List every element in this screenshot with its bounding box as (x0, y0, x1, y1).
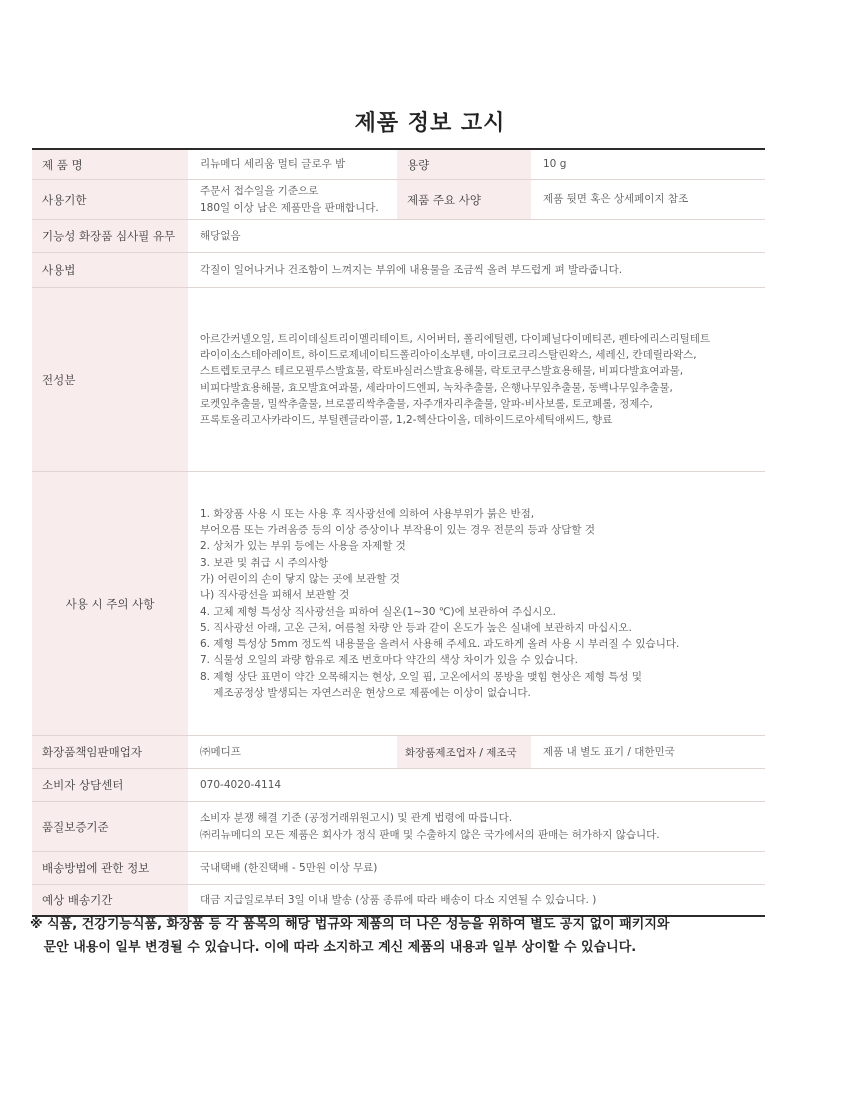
value-quality (188, 802, 765, 851)
value-volume: 10 g (543, 158, 567, 171)
caution-line: 4. 고체 제형 특성상 직사광선을 피하여 실온(1~30 ℃)에 보관하여 주십시오. (200, 605, 556, 618)
caution-line: 부어오름 또는 가려움증 등의 이상 증상이나 부작용이 있는 경우 전문의 등과 상담할 것 (200, 524, 596, 537)
package-change-notice (30, 914, 800, 960)
row-product-name (32, 150, 765, 180)
label-main-spec: 제품 주요 사양 (397, 180, 531, 219)
value-seller: ㈜메디프 (200, 745, 241, 758)
caution-line: 1. 화장품 사용 시 또는 사용 후 직사광선에 의하여 사용부위가 붉은 반점, (200, 507, 535, 520)
caution-line: 7. 식물성 오일의 과량 함유로 제조 번호마다 약간의 색상 차이가 있을 수 있습니다. (200, 654, 578, 667)
label-manufacturer: 화장품제조업자 / 제조국 (397, 736, 531, 768)
value-ingredients (188, 288, 765, 471)
caution-line: 제조공정상 발생되는 자연스러운 현상으로 제품에는 이상이 없습니다. (200, 686, 531, 699)
caution-line: 5. 직사광선 아래, 고온 근처, 여름철 차량 안 등과 같이 온도가 높은 실내에 보관하지 마십시오. (200, 621, 632, 634)
caution-line: 나) 직사광선을 피해서 보관할 것 (200, 589, 350, 602)
value-expiry (188, 180, 397, 219)
ingredients-line: 라이이소스테아레이트, 하이드로제네이티드폴리아이소부텐, 마이크로크리스탈린왁스, 세레신, 칸데릴라왁스, (200, 348, 697, 361)
value-functional: 해당없음 (200, 229, 241, 242)
value-quality-line-1: 소비자 분쟁 해결 기준 (공정거래위원고시) 및 관계 법령에 따릅니다. (200, 812, 513, 825)
notice-line: ※ 식품, 건강기능식품, 화장품 등 각 품목의 해당 법규와 제품의 더 나은 성능을 위하여 별도 공지 없이 패키지와 (30, 917, 670, 932)
label-usage: 사용법 (32, 253, 188, 287)
value-shipping-method: 국내택배 (한진택배 - 5만원 이상 무료) (200, 861, 378, 874)
row-shipping-method (32, 852, 765, 885)
value-quality-line-2: ㈜리뉴메디의 모든 제품은 회사가 정식 판매 및 수출하지 않은 국가에서의 판매는 허가하지 않습니다. (200, 828, 660, 841)
caution-line: 3. 보관 및 취급 시 주의사항 (200, 556, 329, 569)
label-product-name: 제 품 명 (32, 150, 188, 179)
value-usage: 각질이 일어나거나 건조함이 느껴지는 부위에 내용물을 조금씩 올려 부드럽게 펴 발라줍니다. (200, 263, 623, 276)
label-shipping-period: 예상 배송기간 (32, 885, 188, 915)
caution-line: 2. 상처가 있는 부위 등에는 사용을 자제할 것 (200, 540, 406, 553)
value-consumer-center: 070-4020-4114 (200, 778, 282, 791)
row-functional (32, 220, 765, 253)
label-volume: 용량 (397, 150, 531, 179)
ingredients-line: 로켓잎추출물, 밀싹추출물, 브로콜리싹추출물, 자주개자리추출물, 알파-비사보롤, 토코페롤, 정제수, (200, 397, 653, 410)
value-manufacturer: 제품 내 별도 표기 / 대한민국 (543, 745, 675, 758)
value-caution (188, 472, 765, 735)
label-functional: 기능성 화장품 심사필 유무 (32, 220, 188, 252)
row-expiry (32, 180, 765, 220)
value-expiry-line-1: 주문서 접수일을 기준으로 (200, 185, 319, 198)
label-consumer-center: 소비자 상담센터 (32, 769, 188, 801)
ingredients-line: 비피다발효용해물, 효모발효여과물, 세라마이드엔피, 녹차추출물, 은행나무잎추출물, 동백나무잎추출물, (200, 381, 673, 394)
label-ingredients: 전성분 (32, 288, 188, 471)
label-seller: 화장품책임판매업자 (32, 736, 188, 768)
value-product-name: 리뉴메디 세리움 멀티 글로우 밤 (200, 158, 346, 171)
label-caution: 사용 시 주의 사항 (32, 472, 188, 735)
value-shipping-period: 대금 지급일로부터 3일 이내 발송 (상품 종류에 따라 배송이 다소 지연될 수 있습니다. ) (200, 893, 597, 906)
ingredients-line: 아르간커넬오일, 트리이데실트리이멜리테이트, 시어버터, 폴리에틸렌, 다이페닐다이메티콘, 펜타에리스리틸테트 (200, 332, 711, 345)
row-caution (32, 472, 765, 736)
row-ingredients (32, 288, 765, 472)
value-main-spec: 제품 뒷면 혹은 상세페이지 참조 (543, 193, 689, 206)
row-shipping-period (32, 885, 765, 915)
row-quality (32, 802, 765, 852)
row-usage (32, 253, 765, 288)
caution-line: 가) 어린이의 손이 닿지 않는 곳에 보관할 것 (200, 572, 400, 585)
page-title: 제품 정보 고시 (354, 111, 506, 136)
product-info-table (32, 148, 765, 917)
caution-line: 8. 제형 상단 표면이 약간 오목해지는 현상, 오일 핌, 고온에서의 몽방울 맺힘 현상은 제형 특성 및 (200, 670, 643, 683)
row-seller (32, 736, 765, 769)
label-expiry: 사용기한 (32, 180, 188, 219)
ingredients-line: 스트렙토코쿠스 테르모필루스발효물, 락토바실러스발효용해물, 락토코쿠스발효용해물, 비피다발효여과물, (200, 365, 684, 378)
ingredients-line: 프록토올리고사카라이드, 부틸렌글라이콜, 1,2-헥산다이올, 데하이드로아세틱애씨드, 향료 (200, 414, 613, 427)
row-consumer-center (32, 769, 765, 802)
label-shipping-method: 배송방법에 관한 정보 (32, 852, 188, 884)
caution-line: 6. 제형 특성상 5mm 정도씩 내용물을 올려서 사용해 주세요. 과도하게 올려 사용 시 부러질 수 있습니다. (200, 638, 680, 651)
label-quality: 품질보증기준 (32, 802, 188, 851)
notice-line: 문안 내용이 일부 변경될 수 있습니다. 이에 따라 소지하고 계신 제품의 내용과 일부 상이할 수 있습니다. (30, 939, 637, 955)
value-expiry-line-2: 180일 이상 남은 제품만을 판매합니다. (200, 201, 379, 214)
